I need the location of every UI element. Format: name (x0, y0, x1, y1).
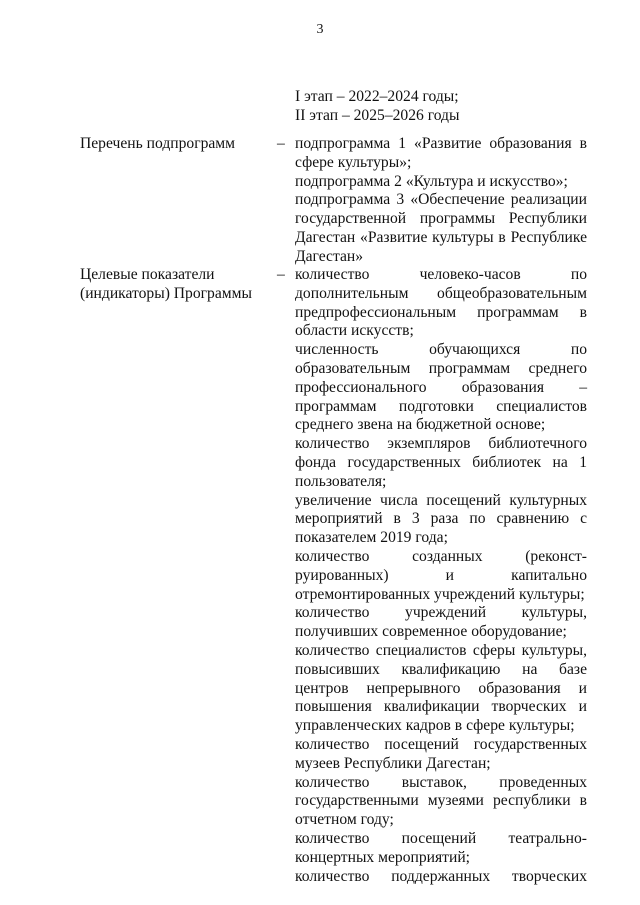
indicator-item: количество поддержанных творческих (295, 867, 587, 885)
indicator-item: численность обучающихся по образовательным программам среднего профессионального образования – программам подготовки специалистов среднего звена на бюджетной основе; (295, 341, 587, 434)
subprogram-item: подпрограмма 1 «Развитие образования в сфере культуры»; (295, 135, 587, 171)
indicator-item: увеличение числа посещений культурных мероприятий в 3 раза по сравнению с показателем 2019 года; (295, 491, 587, 547)
subprograms-label-line: Перечень подпрограмм (80, 135, 236, 152)
indicators-label-line-1: Целевые показатели (80, 266, 215, 283)
indicator-item: количество специалистов сферы культуры, повысивших квалификацию на базе центров непрерывного образования и повышения квалификации творческих и управленческих кадров в сфере культуры; (295, 641, 587, 735)
indicators-list (295, 266, 587, 886)
subprograms-label (80, 135, 275, 154)
indicators-label-line-2: (индикаторы) Программы (80, 284, 252, 302)
indicators-dash: – (277, 266, 285, 283)
program-stages (295, 88, 595, 126)
stage-1: I этап – 2022–2024 годы; (295, 88, 459, 105)
page-number: 3 (316, 22, 324, 37)
subprograms-list (295, 135, 587, 267)
indicator-item: количество экземпляров библиотечного фонда государственных библиотек на 1 пользователя; (295, 435, 587, 490)
subprograms-dash: – (277, 135, 285, 152)
indicators-label (80, 266, 275, 304)
indicator-item: количество посещений театрально-концертных мероприятий; (295, 829, 587, 866)
indicator-item: количество учреждений культуры, получивших современное оборудование; (295, 604, 587, 641)
indicator-item: количество выставок, проведенных государственными музеями республики в отчетном году; (295, 773, 587, 829)
indicator-item: количество созданных (реконст-руированных) и капитально отремонтированных учреждений культуры; (295, 547, 587, 603)
subprogram-item: подпрограмма 3 «Обеспечение реализации государственной программы Республики Дагестан «Развитие культуры в Республике Дагестан» (295, 191, 587, 265)
indicator-item: количество посещений государственных музеев Республики Дагестан; (295, 735, 587, 772)
stage-2: II этап – 2025–2026 годы (295, 106, 460, 124)
indicator-item: количество человеко-часов по дополнительным общеобразовательным предпрофессиональным программам в области искусств; (295, 266, 587, 340)
subprogram-item: подпрограмма 2 «Культура и искусство»; (295, 172, 568, 190)
